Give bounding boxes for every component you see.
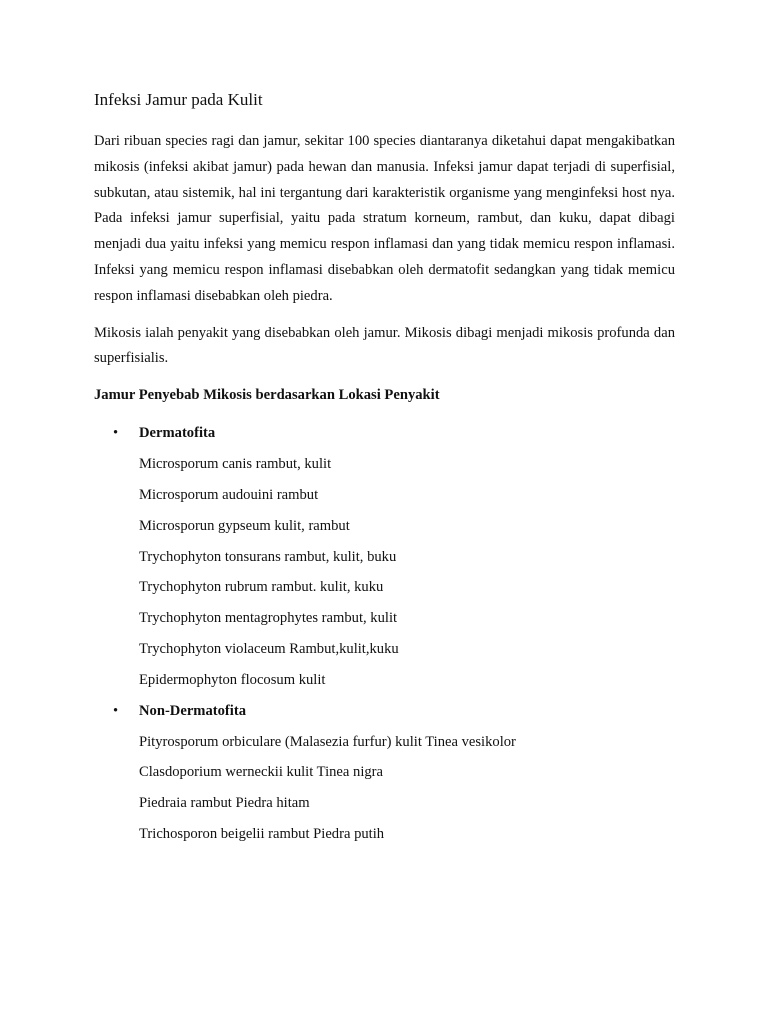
- bullet-label: Dermatofita: [139, 425, 216, 442]
- list-item: Microsporun gypseum kulit, rambut: [139, 517, 350, 534]
- dermatofita-group: [113, 421, 675, 692]
- bullet-icon: •: [113, 702, 119, 719]
- section-heading: Jamur Penyebab Mikosis berdasarkan Lokasi Penyakit: [94, 387, 440, 404]
- bullet-item-dermatofita: [113, 421, 675, 445]
- list-item: Microsporum audouini rambut: [139, 486, 319, 503]
- list-item: Trichosporon beigelii rambut Piedra putih: [139, 825, 385, 842]
- bullet-label: Non-Dermatofita: [139, 702, 246, 719]
- document-title: Infeksi Jamur pada Kulit: [94, 90, 263, 109]
- non-dermatofita-group: [113, 699, 675, 846]
- intro-paragraph: Dari ribuan species ragi dan jamur, sekitar 100 species diantaranya diketahui dapat mengakibatkan mikosis (infeksi akibat jamur) pada hewan dan manusia. Infeksi jamur dapat terjadi di superfisial, subkutan, atau sistemik, hal ini tergantung dari karakteristik organisme yang menginfeksi host nya. Pada infeksi jamur superfisial, yaitu pada stratum korneum, rambut, dan kuku, dapat dibagi menjadi dua yaitu infeksi yang memicu respon inflamasi dan yang tidak memicu respon inflamasi. Infeksi yang memicu respon inflamasi disebabkan oleh dermatofit sedangkan yang tidak memicu respon inflamasi disebabkan oleh piedra.: [94, 133, 675, 304]
- document-page: [94, 88, 675, 853]
- list-item: Microsporum canis rambut, kulit: [139, 456, 332, 473]
- bullet-icon: •: [113, 425, 119, 442]
- list-item: Trychophyton tonsurans rambut, kulit, buku: [139, 548, 397, 565]
- mikosis-paragraph: Mikosis ialah penyakit yang disebabkan oleh jamur. Mikosis dibagi menjadi mikosis profunda dan superfisialis.: [94, 324, 675, 367]
- list-item: Pityrosporum orbiculare (Malasezia furfur) kulit Tinea vesikolor: [139, 733, 516, 750]
- list-item: Epidermophyton flocosum kulit: [139, 671, 326, 688]
- list-item: Trychophyton mentagrophytes rambut, kulit: [139, 610, 398, 627]
- list-item: Clasdoporium werneckii kulit Tinea nigra: [139, 764, 384, 781]
- list-item: Trychophyton violaceum Rambut,kulit,kuku: [139, 640, 399, 657]
- list-item: Piedraia rambut Piedra hitam: [139, 795, 310, 812]
- bullet-item-non-dermatofita: [113, 699, 675, 723]
- list-item: Trychophyton rubrum rambut. kulit, kuku: [139, 579, 384, 596]
